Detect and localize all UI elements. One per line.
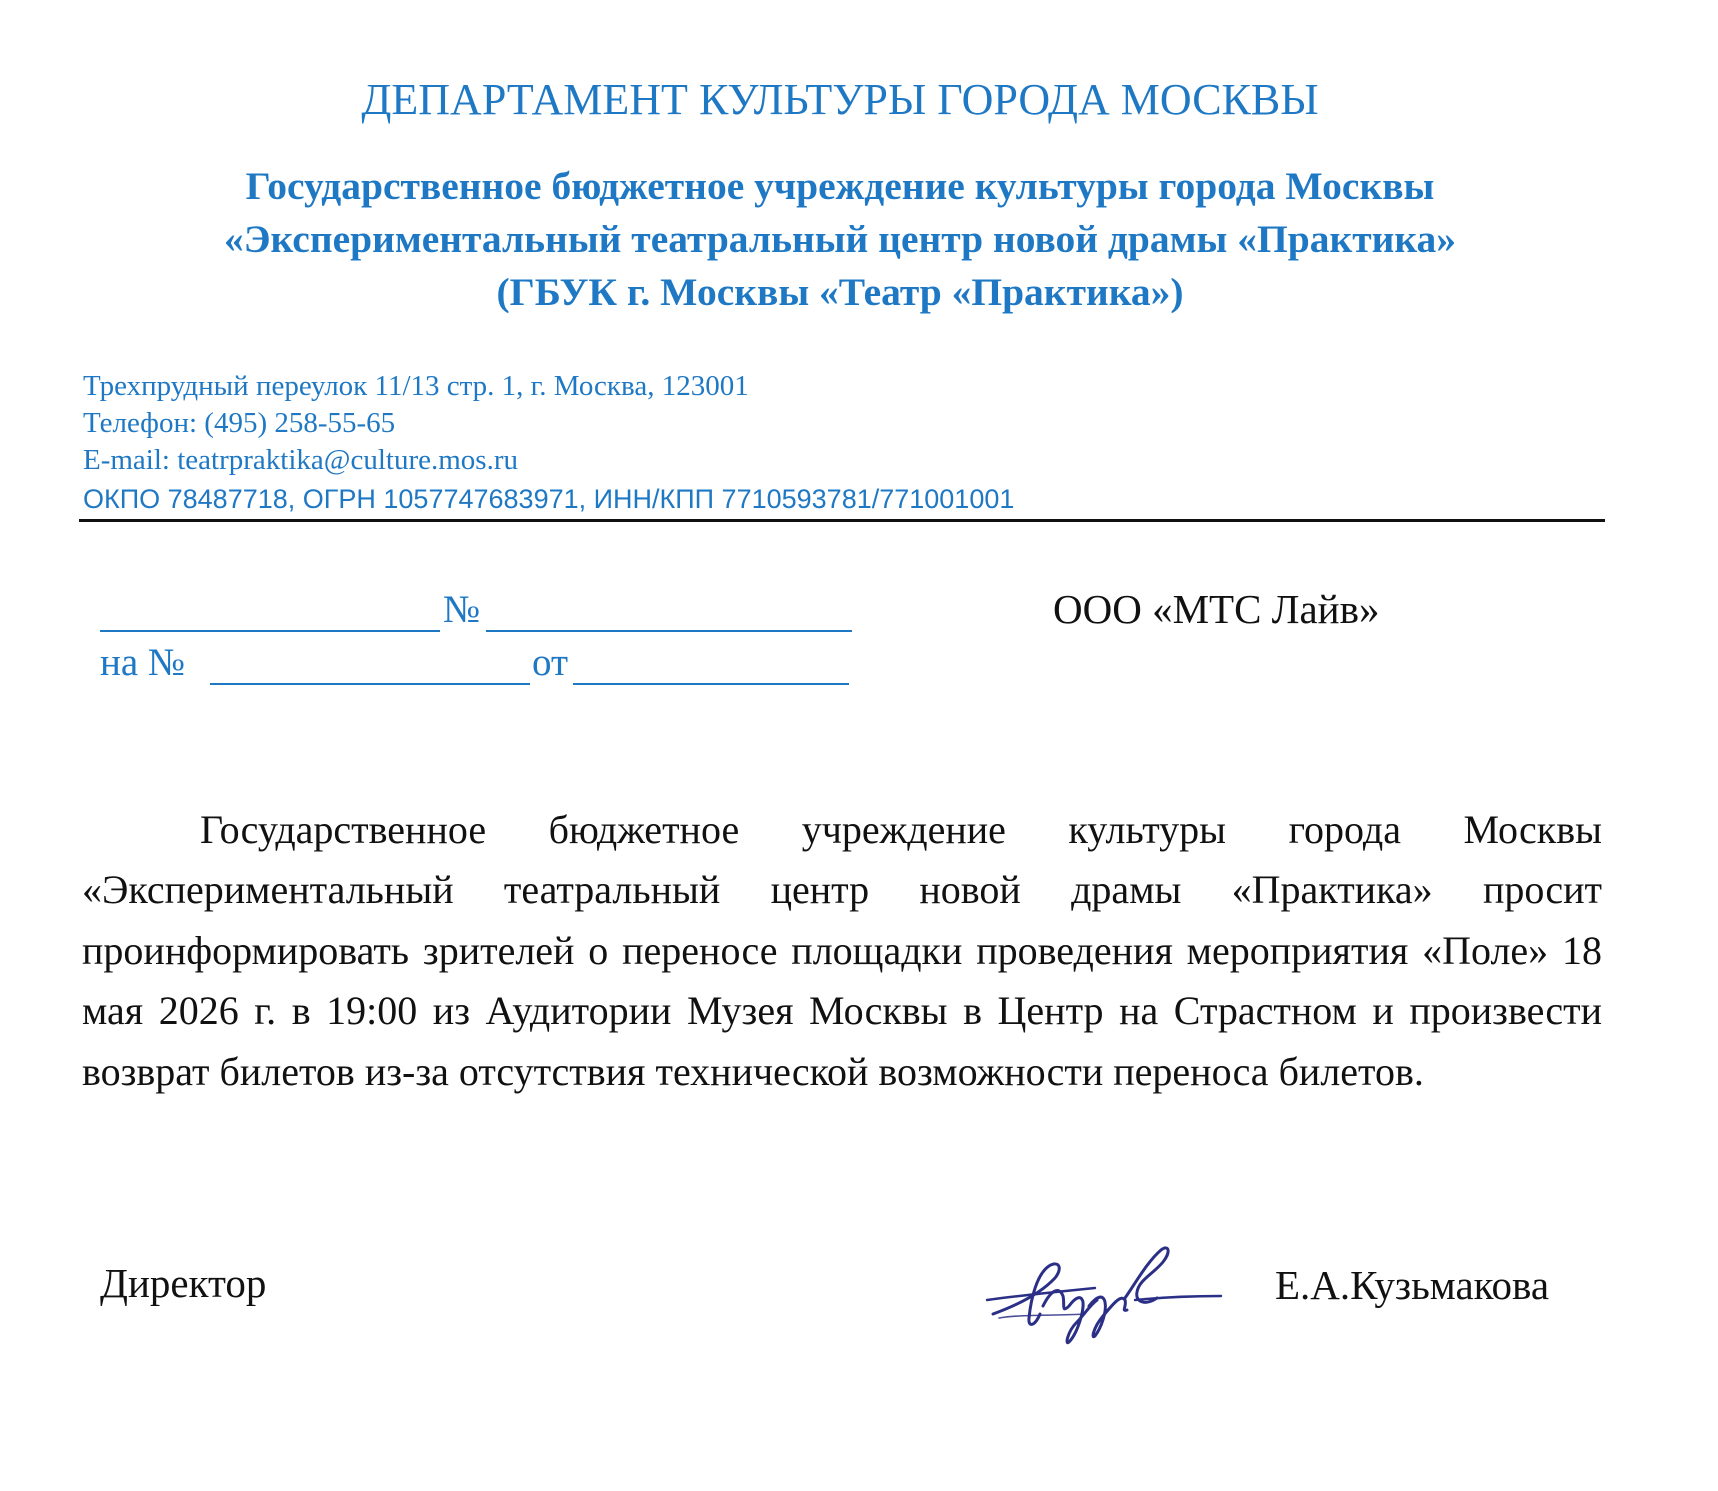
letterhead-divider <box>79 519 1605 522</box>
phone-line: Телефон: (495) 258-55-65 <box>83 407 396 439</box>
outgoing-date-blank <box>100 590 440 632</box>
recipient: ООО «МТС Лайв» <box>1053 586 1380 632</box>
contact-block <box>83 368 1014 519</box>
organization-name-line-2: «Экспериментальный театральный центр новой драмы «Практика» <box>223 217 1457 261</box>
organization-name <box>0 160 1680 319</box>
outgoing-number-blank <box>486 590 852 632</box>
number-label: № <box>443 588 481 631</box>
letter-body: Государственное бюджетное учреждение культуры города Москвы «Экспериментальный театральный центр новой драмы «Практика» просит проинформировать зрителей о переносе площадки проведения мероприятия «Поле» 18 мая 2026 г. в 19:00 из Аудитории Музея Москвы в Центр на Страстном и произвести возврат билетов из-за отсутствия технической возможности переноса билетов. <box>82 807 1602 1094</box>
email-line: E-mail: teatrpraktika@culture.mos.ru <box>83 444 518 476</box>
reply-date-blank <box>573 643 849 685</box>
reply-date-label: от <box>532 641 569 684</box>
address-line: Трехпрудный переулок 11/13 стр. 1, г. Москва, 123001 <box>83 370 749 402</box>
signer-name: Е.А.Кузьмакова <box>1275 1262 1550 1308</box>
signer-position: Директор <box>100 1260 267 1306</box>
handwritten-signature <box>985 1236 1225 1346</box>
department-title: ДЕПАРТАМЕНТ КУЛЬТУРЫ ГОРОДА МОСКВЫ <box>361 75 1319 124</box>
registry-codes-line: ОКПО 78487718, ОГРН 1057747683971, ИНН/КПП 7710593781/771001001 <box>83 484 1015 514</box>
reply-number-blank <box>210 643 530 685</box>
organization-name-line-1: Государственное бюджетное учреждение культуры города Москвы <box>245 164 1435 208</box>
organization-name-line-3: (ГБУК г. Москвы «Театр «Практика») <box>496 270 1184 314</box>
reply-number-label: на № <box>100 641 186 684</box>
